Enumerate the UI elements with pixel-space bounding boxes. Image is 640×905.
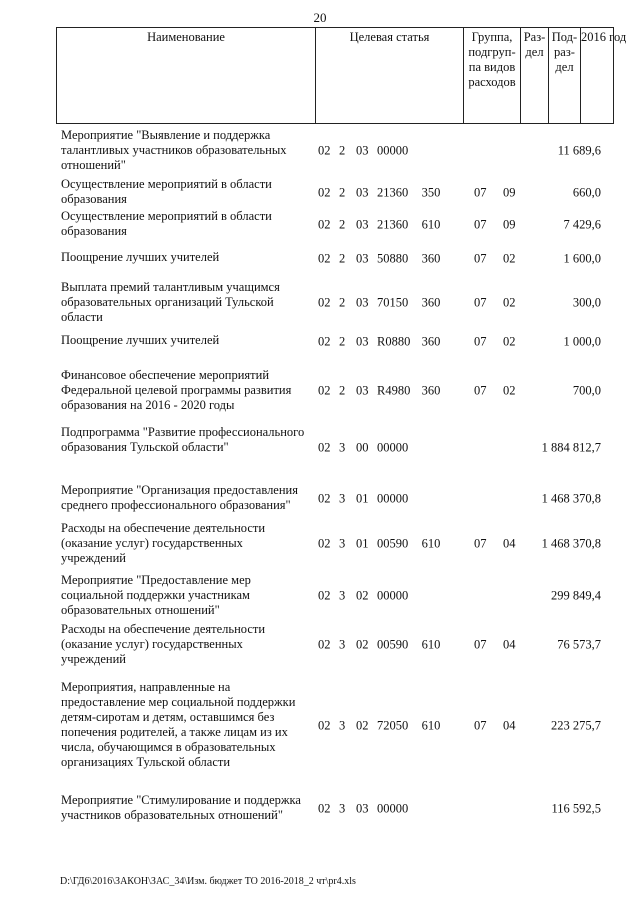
header-expense-group: Группа, подгруп- па видов расходов xyxy=(464,28,521,123)
row-name: Подпрограмма "Развитие профессионального образования Тульской области" xyxy=(61,425,305,454)
row-target-part-3: 02 xyxy=(356,588,369,603)
table-row xyxy=(0,483,640,514)
row-target-part-3: 03 xyxy=(356,217,369,231)
row-target-part-4: 70150 xyxy=(377,295,409,310)
row-target-part-3: 02 xyxy=(356,718,369,732)
row-target-part-3: 03 xyxy=(356,295,369,310)
row-subsection: 02 xyxy=(503,295,516,310)
row-expense-group: 610 xyxy=(421,217,441,231)
row-subsection: 04 xyxy=(503,718,516,732)
page-number: 20 xyxy=(313,10,327,25)
row-target-part-3: 02 xyxy=(356,637,369,652)
row-section: 07 xyxy=(474,536,487,551)
row-target-part-2: 3 xyxy=(339,637,346,652)
table-row xyxy=(0,425,640,471)
row-target-part-1: 02 xyxy=(318,295,331,310)
row-section: 07 xyxy=(474,718,487,732)
row-amount: 11 689,6 xyxy=(557,143,601,158)
table-row xyxy=(0,250,640,268)
row-name: Осуществление мероприятий в области образования xyxy=(61,177,272,206)
row-section: 07 xyxy=(474,637,487,652)
row-name: Финансовое обеспечение мероприятий Федеральной целевой программы развития образования на 2016 - 2020 годы xyxy=(61,368,292,412)
row-target-part-1: 02 xyxy=(318,637,331,652)
header-section: Раз- дел xyxy=(521,28,549,123)
row-subsection: 04 xyxy=(503,536,516,551)
row-subsection: 09 xyxy=(503,217,516,231)
row-target-part-1: 02 xyxy=(318,801,331,815)
row-target-part-3: 03 xyxy=(356,383,369,398)
file-path-footer: D:\ГД6\2016\ЗАКОН\ЗАС_34\Изм. бюджет ТО 2016-2018_2 чт\pr4.xls xyxy=(60,876,356,887)
row-name: Мероприятие "Организация предоставления среднего профессионального образования" xyxy=(61,483,298,512)
row-target-part-2: 3 xyxy=(339,440,346,455)
row-target-part-3: 03 xyxy=(356,185,369,199)
row-target-part-1: 02 xyxy=(318,251,331,266)
row-amount: 660,0 xyxy=(572,185,601,199)
row-target-part-3: 00 xyxy=(356,440,369,455)
row-target-part-2: 2 xyxy=(339,143,346,158)
row-target-part-4: 00590 xyxy=(377,637,409,652)
row-amount: 700,0 xyxy=(572,383,601,398)
row-target-part-2: 3 xyxy=(339,536,346,551)
row-amount: 223 275,7 xyxy=(551,718,601,732)
table-row xyxy=(0,280,640,326)
row-expense-group: 360 xyxy=(421,295,441,310)
row-target-part-4: 00000 xyxy=(377,143,409,158)
row-target-part-3: 03 xyxy=(356,334,369,349)
row-target-part-3: 03 xyxy=(356,251,369,266)
row-target-part-1: 02 xyxy=(318,491,331,505)
table-row xyxy=(0,128,640,174)
table-row xyxy=(0,333,640,351)
row-target-part-4: R4980 xyxy=(377,383,411,398)
row-name: Расходы на обеспечение деятельности (оказание услуг) государственных учреждений xyxy=(61,521,266,565)
row-expense-group: 610 xyxy=(421,536,441,551)
row-target-part-3: 03 xyxy=(356,801,369,815)
table-row xyxy=(0,521,640,567)
row-target-part-2: 2 xyxy=(339,383,346,398)
table-row xyxy=(0,793,640,824)
row-amount: 1 468 370,8 xyxy=(541,536,601,551)
row-target-part-1: 02 xyxy=(318,185,331,199)
row-target-part-2: 2 xyxy=(339,334,346,349)
table-row xyxy=(0,177,640,208)
row-amount: 1 884 812,7 xyxy=(541,440,601,455)
row-target-part-2: 2 xyxy=(339,295,346,310)
row-target-part-3: 03 xyxy=(356,143,369,158)
row-subsection: 04 xyxy=(503,637,516,652)
row-target-part-3: 01 xyxy=(356,536,369,551)
row-amount: 76 573,7 xyxy=(557,637,601,652)
row-name: Мероприятие "Стимулирование и поддержка участников образовательных отношений" xyxy=(61,793,301,822)
row-target-part-1: 02 xyxy=(318,334,331,349)
row-subsection: 09 xyxy=(503,185,516,199)
row-target-part-2: 3 xyxy=(339,718,346,732)
row-name: Расходы на обеспечение деятельности (оказание услуг) государственных учреждений xyxy=(61,622,266,666)
row-target-part-2: 3 xyxy=(339,588,346,603)
row-amount: 1 000,0 xyxy=(563,334,601,349)
row-target-part-1: 02 xyxy=(318,383,331,398)
row-name: Мероприятия, направленные на предоставление мер социальной поддержки детям-сиротам и детям, оставшимся без попечения родителей, а также лицам из их числа, обучающимся в образовательных организациях Тульской области xyxy=(61,680,296,769)
row-subsection: 02 xyxy=(503,383,516,398)
row-target-part-2: 2 xyxy=(339,185,346,199)
row-target-part-4: 21360 xyxy=(377,217,409,231)
row-name: Поощрение лучших учителей xyxy=(61,250,220,264)
header-target-article: Целевая статья xyxy=(316,28,464,123)
row-section: 07 xyxy=(474,185,487,199)
row-expense-group: 350 xyxy=(421,185,441,199)
table-row xyxy=(0,622,640,668)
row-amount: 300,0 xyxy=(572,295,601,310)
row-expense-group: 610 xyxy=(421,637,441,652)
row-target-part-4: 72050 xyxy=(377,718,409,732)
table-row xyxy=(0,368,640,414)
row-name: Мероприятие "Предоставление мер социальной поддержки участникам образовательных отношений" xyxy=(61,573,251,617)
row-target-part-2: 3 xyxy=(339,801,346,815)
row-target-part-1: 02 xyxy=(318,440,331,455)
row-target-part-2: 3 xyxy=(339,491,346,505)
table-row xyxy=(0,209,640,240)
row-amount: 1 468 370,8 xyxy=(541,491,601,505)
header-subsection: Под- раз- дел xyxy=(549,28,581,123)
table-row xyxy=(0,573,640,619)
row-target-part-3: 01 xyxy=(356,491,369,505)
row-target-part-4: 00590 xyxy=(377,536,409,551)
row-target-part-4: R0880 xyxy=(377,334,411,349)
row-name: Поощрение лучших учителей xyxy=(61,333,220,347)
table-row xyxy=(0,680,640,771)
header-year: 2016 год xyxy=(581,30,627,44)
row-amount: 7 429,6 xyxy=(563,217,601,231)
row-target-part-4: 00000 xyxy=(377,440,409,455)
row-amount: 299 849,4 xyxy=(551,588,601,603)
row-expense-group: 360 xyxy=(421,334,441,349)
row-target-part-1: 02 xyxy=(318,217,331,231)
row-section: 07 xyxy=(474,334,487,349)
row-name: Мероприятие "Выявление и поддержка талантливых участников образовательных отношений" xyxy=(61,128,287,172)
row-target-part-1: 02 xyxy=(318,536,331,551)
row-section: 07 xyxy=(474,295,487,310)
row-target-part-2: 2 xyxy=(339,251,346,266)
row-amount: 116 592,5 xyxy=(551,801,601,815)
row-target-part-4: 50880 xyxy=(377,251,409,266)
row-subsection: 02 xyxy=(503,251,516,266)
row-target-part-4: 00000 xyxy=(377,588,409,603)
row-subsection: 02 xyxy=(503,334,516,349)
row-section: 07 xyxy=(474,251,487,266)
table-header xyxy=(56,27,627,124)
header-name: Наименование xyxy=(57,28,316,123)
row-name: Осуществление мероприятий в области образования xyxy=(61,209,272,238)
row-target-part-1: 02 xyxy=(318,718,331,732)
row-section: 07 xyxy=(474,383,487,398)
row-expense-group: 360 xyxy=(421,383,441,398)
row-section: 07 xyxy=(474,217,487,231)
row-target-part-4: 00000 xyxy=(377,801,409,815)
row-expense-group: 610 xyxy=(421,718,441,732)
row-target-part-4: 00000 xyxy=(377,491,409,505)
row-target-part-1: 02 xyxy=(318,588,331,603)
row-name: Выплата премий талантливым учащимся образовательных организаций Тульской области xyxy=(61,280,280,324)
row-target-part-1: 02 xyxy=(318,143,331,158)
row-expense-group: 360 xyxy=(421,251,441,266)
row-target-part-4: 21360 xyxy=(377,185,409,199)
row-target-part-2: 2 xyxy=(339,217,346,231)
row-amount: 1 600,0 xyxy=(563,251,601,266)
